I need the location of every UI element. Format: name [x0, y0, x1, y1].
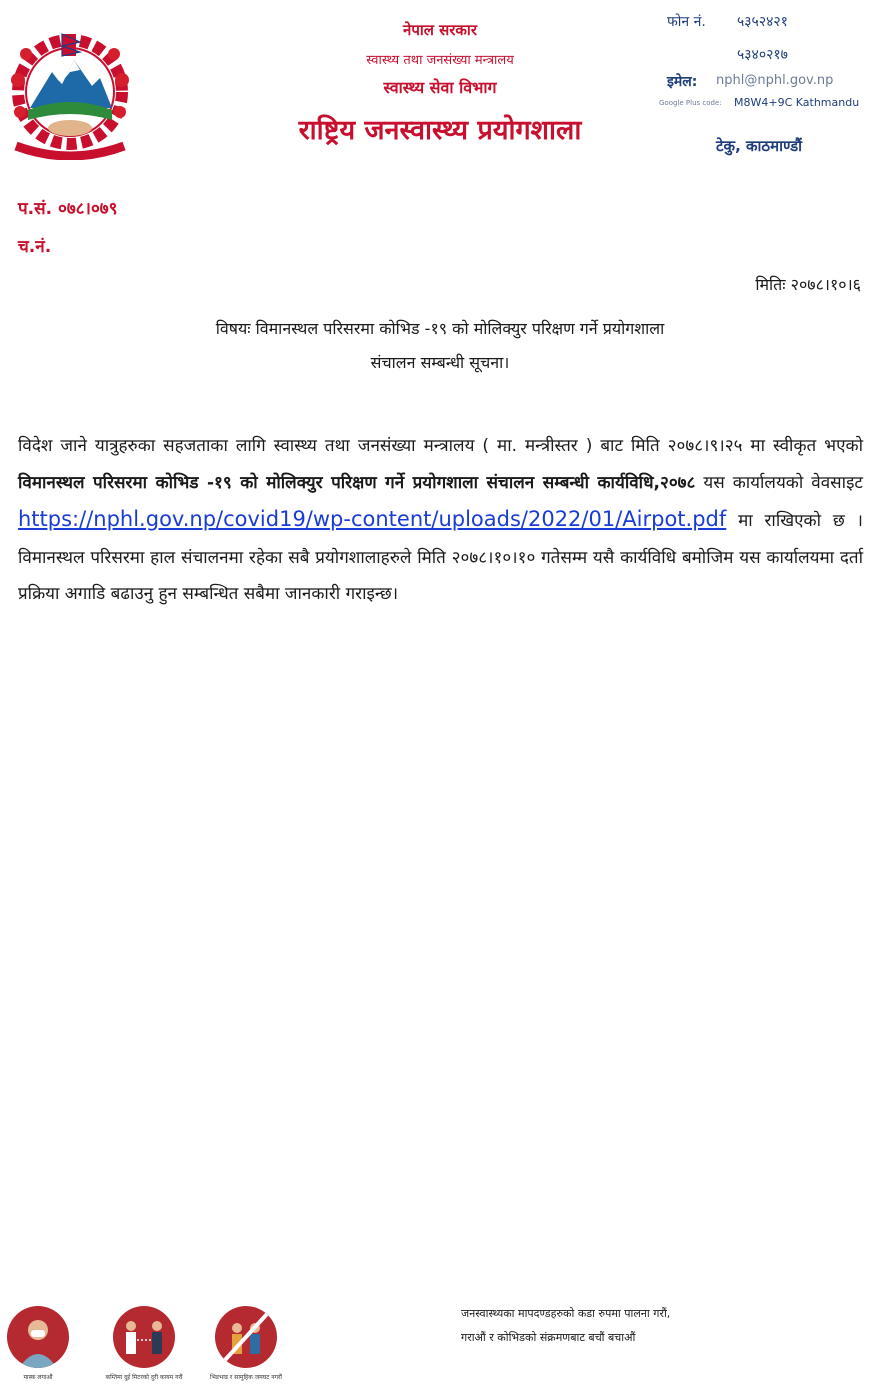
- reference-number: प.सं. ०७८।०७९: [18, 199, 118, 219]
- notice-body: [18, 428, 863, 613]
- phone-number-2: ५३४०२१७: [737, 47, 788, 63]
- distance-caption: कम्तिमा दुई मिटरको दुरी कायम गरौं: [105, 1374, 183, 1381]
- distance-icon: [113, 1306, 175, 1368]
- footer-note-line-1: जनस्वास्थ्यका मापदण्डहरुको कडा रुपमा पालना गरौं,: [461, 1307, 671, 1320]
- header-ministry: स्वास्थ्य तथा जनसंख्या मन्त्रालय: [366, 53, 514, 68]
- header-organization: राष्ट्रिय जनस्वास्थ्य प्रयोगशाला: [298, 115, 582, 146]
- subject-line-2: संचालन सम्बन्धी सूचना।: [370, 353, 510, 372]
- phone-number-1: ५३५२४२१: [737, 14, 788, 30]
- plus-code-label: Google Plus code:: [659, 99, 722, 107]
- procedure-pdf-link[interactable]: https://nphl.gov.np/covid19/wp-content/uploads/2022/01/Airpot.pdf: [18, 507, 727, 531]
- header-department: स्वास्थ्य सेवा विभाग: [383, 78, 497, 97]
- subject: [60, 312, 820, 380]
- footer-note-line-2: गराऔं र कोभिडको संक्रमणबाट बचौं बचाऔं: [461, 1331, 636, 1344]
- nepal-government-emblem-icon: [0, 20, 140, 160]
- phone-label: फोन नं.: [667, 14, 706, 30]
- mask-person-icon: [7, 1306, 69, 1368]
- email-address[interactable]: nphl@nphl.gov.np: [716, 73, 834, 88]
- no-crowd-icon: [215, 1306, 277, 1368]
- subject-line-1: विषयः विमानस्थल परिसरमा कोभिड -१९ को मोलिक्युर परिक्षण गर्ने प्रयोगशाला: [215, 319, 665, 338]
- footer-note: [461, 1302, 861, 1350]
- letter-date: मितिः २०७८।१०।६: [755, 275, 861, 294]
- body-procedure-title: विमानस्थल परिसरमा कोभिड -१९ को मोलिक्युर परिक्षण गर्ने प्रयोगशाला संचालन सम्बन्धी कार्यविधि,२०७८: [18, 472, 696, 493]
- body-part-2: यस कार्यालयको वेवसाइट: [695, 472, 863, 493]
- body-part-3: मा राखिएको छ । विमानस्थल परिसरमा हाल संचालनमा रहेका सबै प्रयोगशालाहरुले मिति २०७८।१०।१० गतेसम्म यसै कार्यविधि बमोजिम यस कार्यालयमा दर्ता प्रक्रिया अगाडि बढाउनु हुन सम्बन्धित सबैमा जानकारी गराइन्छ।: [18, 511, 863, 604]
- body-part-1: विदेश जाने यात्रुहरुका सहजताका लागि स्वास्थ्य तथा जनसंख्या मन्त्रालय ( मा. मन्त्रीस्तर ) बाट मिति २०७८।९।२५ मा स्वीकृत भएको: [18, 436, 863, 456]
- plus-code: M8W4+9C Kathmandu: [734, 96, 860, 109]
- email-label: इमेल:: [667, 74, 698, 90]
- no-crowd-caption: भिडभाड र सामुहिक जमघट नगरौं: [210, 1374, 282, 1381]
- address: टेकु, काठमाण्डौं: [716, 137, 803, 155]
- dispatch-number: च.नं.: [18, 237, 52, 257]
- header-government: नेपाल सरकार: [403, 21, 477, 39]
- mask-caption: मास्क लगाऔं: [23, 1374, 53, 1381]
